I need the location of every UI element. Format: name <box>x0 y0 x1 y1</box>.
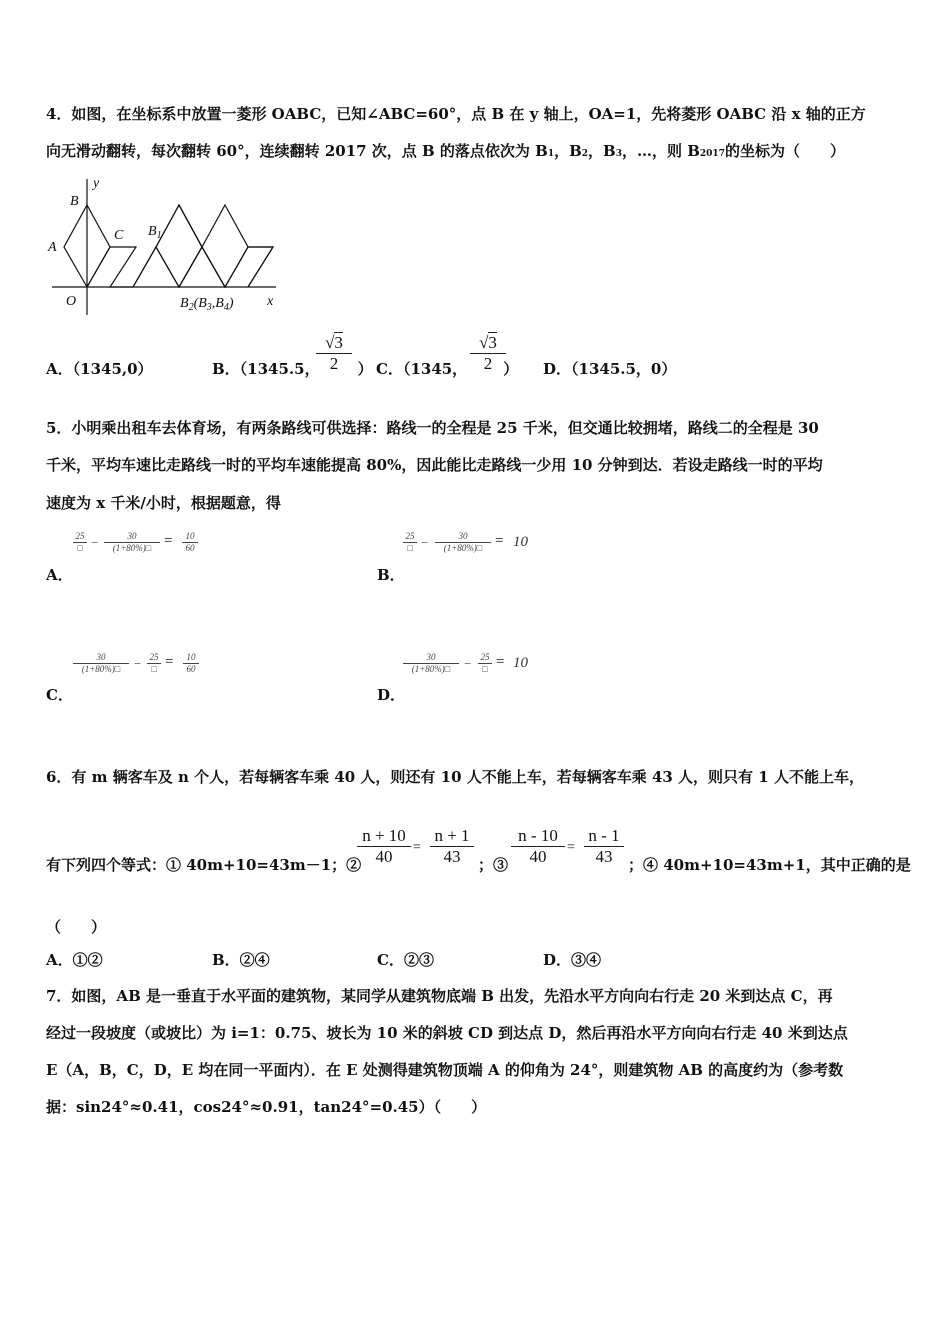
equals: = <box>567 840 575 855</box>
den: 43 <box>595 847 613 866</box>
equals: = <box>495 533 504 549</box>
label-B1-main: B <box>148 224 157 239</box>
den: (1+80%)□ <box>411 664 451 674</box>
den: □ <box>407 543 413 553</box>
num: 10 <box>185 531 195 541</box>
q7-stem-line1: 7．如图，AB 是一垂直于水平面的建筑物，某同学从建筑物底端 B 出发，先沿水平方向向右行走 20 米到达点 C，再 <box>46 987 833 1005</box>
den: □ <box>482 664 488 674</box>
num: n + 1 <box>434 826 470 845</box>
num: 25 <box>405 531 415 541</box>
q6-option-b[interactable]: B．②④ <box>212 951 270 969</box>
label-B2-sub: 2 <box>188 302 194 313</box>
frac-10-60 <box>183 652 199 675</box>
q6-option-c[interactable]: C．②③ <box>377 951 434 969</box>
minus: − <box>421 535 429 550</box>
q4-option-b-pre: B．（1345.5， <box>212 360 320 378</box>
num: n - 1 <box>588 826 620 845</box>
q5-stem-line2: 千米，平均车速比走路线一时的平均车速能提高 80%，因此能比走路线一少用 10 分钟到达．若设走路线一时的平均 <box>46 456 823 474</box>
ten: 10 <box>513 655 528 671</box>
frac-25-x <box>403 531 417 554</box>
label-B1-sub: 1 <box>156 230 162 241</box>
num: 25 <box>480 652 490 662</box>
q4-stem-part: ，B <box>554 142 582 160</box>
q6-frac-1 <box>357 826 411 867</box>
num: 30 <box>458 531 468 541</box>
q6-frac-2 <box>430 826 474 867</box>
num: 30 <box>127 531 137 541</box>
q4-stem-part: 的坐标为（ ） <box>724 142 845 160</box>
q7-stem-line4: 据：sin24°≈0.41，cos24°≈0.91，tan24°=0.45）（ ） <box>46 1098 487 1116</box>
equals: = <box>496 654 505 670</box>
ten: 10 <box>513 534 528 550</box>
q4-sub: 2 <box>581 149 589 159</box>
rhombus-side-4 <box>133 247 156 287</box>
option-label: A． <box>46 566 73 584</box>
frac-10-60 <box>182 531 198 554</box>
q4-stem-part: 向无滑动翻转，每次翻转 60°，连续翻转 2017 次，点 B 的落点依次为 B <box>46 142 548 160</box>
label-B2-main: B <box>180 296 189 311</box>
num: n + 10 <box>362 826 406 845</box>
option-label: D． <box>377 686 406 704</box>
sqrt3: √3 <box>479 333 497 352</box>
sqrt3-radicand: 3 <box>334 333 343 352</box>
num: 25 <box>149 652 159 662</box>
q6-stem-post: ；④ 40m+10=43m+1，其中正确的是 <box>628 856 911 874</box>
rhombus-top-1 <box>156 205 202 247</box>
q4-sub: 1 <box>547 149 555 159</box>
q5-stem-line1: 5．小明乘出租车去体育场，有两条路线可供选择：路线一的全程是 25 千米，但交通比较拥堵，路线二的全程是 30 <box>46 419 819 437</box>
minus: − <box>91 535 99 550</box>
minus: − <box>134 656 142 671</box>
q4-stem-line2 <box>46 140 845 161</box>
q6-stem-line1: 6．有 m 辆客车及 n 个人，若每辆客车乘 40 人，则还有 10 人不能上车，若每辆客车乘 43 人，则只有 1 人不能上车， <box>46 768 864 786</box>
q4-stem-part: ，…，则 B <box>622 142 700 160</box>
equals: = <box>165 654 174 670</box>
label-B3-sub: 3 <box>206 302 212 313</box>
q4-option-b-fraction <box>316 333 352 374</box>
option-label: B． <box>377 566 405 584</box>
den: (1+80%)□ <box>112 543 152 553</box>
q7-stem-line3: E（A，B，C，D，E 均在同一平面内）．在 E 处测得建筑物顶端 A 的仰角为 24°，则建筑物 AB 的高度约为（参考数 <box>46 1061 844 1079</box>
q4-option-b-post: ） <box>357 360 373 378</box>
q4-sub: 2017 <box>699 149 725 159</box>
label-O: O <box>66 294 77 309</box>
label-B2 <box>180 296 234 313</box>
equals: = <box>413 840 421 855</box>
num: n - 10 <box>518 826 558 845</box>
den: □ <box>77 543 83 553</box>
label-close: ) <box>228 296 234 311</box>
option-label: C． <box>46 686 73 704</box>
q6-stem-mid: ；③ <box>478 856 509 874</box>
frac-25-x <box>147 652 161 675</box>
den: (1+80%)□ <box>443 543 483 553</box>
q4-option-c-fraction <box>470 333 506 374</box>
q6-option-d[interactable]: D．③④ <box>543 951 602 969</box>
label-B: B <box>70 194 79 209</box>
denominator: 2 <box>483 354 493 373</box>
rhombus-b2 <box>202 205 248 287</box>
num: 30 <box>96 652 106 662</box>
q6-frac-4 <box>584 826 624 867</box>
frac-25-x <box>478 652 492 675</box>
q4-stem-line1: 4．如图，在坐标系中放置一菱形 OABC，已知∠ABC=60°，点 B 在 y 轴上，OA=1，先将菱形 OABC 沿 x 轴的正方 <box>46 105 866 123</box>
q6-answer-paren: （ ） <box>46 918 107 936</box>
q4-option-a[interactable]: A．（1345,0） <box>46 360 153 378</box>
rhombus-last <box>248 247 273 287</box>
label-A: A <box>48 240 57 255</box>
den: 40 <box>529 847 547 866</box>
q6-stem-pre: 有下列四个等式：① 40m+10=43m－1；② <box>46 856 362 874</box>
label-B4-sub: 4 <box>223 302 229 313</box>
frac-30 <box>435 531 491 554</box>
den: □ <box>151 664 157 674</box>
frac-30 <box>403 652 459 675</box>
minus: − <box>464 656 472 671</box>
num: 30 <box>426 652 436 662</box>
q4-option-c-post: ） <box>503 360 519 378</box>
q4-rhombus-figure <box>44 175 284 320</box>
num: 10 <box>186 652 196 662</box>
label-B3-main: (B <box>193 296 207 311</box>
den: 60 <box>186 664 196 674</box>
q6-frac-3 <box>511 826 565 867</box>
num: 25 <box>75 531 85 541</box>
q4-sub: 3 <box>615 149 622 159</box>
frac-25-x <box>73 531 87 554</box>
den: 40 <box>375 847 393 866</box>
q4-stem-part: ，B <box>588 142 616 160</box>
label-y: y <box>93 176 100 191</box>
label-B1 <box>148 224 162 241</box>
label-B4-main: ,B <box>211 296 224 311</box>
frac-30 <box>73 652 129 675</box>
label-x: x <box>267 294 274 309</box>
sqrt3-radicand: 3 <box>488 333 497 352</box>
equals: = <box>164 533 173 549</box>
rhombus-b1 <box>156 205 202 287</box>
frac-30 <box>104 531 160 554</box>
q7-stem-line2: 经过一段坡度（或坡比）为 i=1：0.75、坡长为 10 米的斜坡 CD 到达点 D，然后再沿水平方向向右行走 40 米到达点 <box>46 1024 848 1042</box>
q4-option-c-pre: C．（1345， <box>376 360 468 378</box>
sqrt3: √3 <box>325 333 343 352</box>
q4-option-d[interactable]: D．（1345.5，0） <box>543 360 677 378</box>
q6-option-a[interactable]: A．①② <box>46 951 103 969</box>
label-C: C <box>114 228 124 243</box>
den: (1+80%)□ <box>81 664 121 674</box>
q5-stem-line3: 速度为 x 千米/小时，根据题意，得 <box>46 494 281 512</box>
den: 43 <box>443 847 461 866</box>
denominator: 2 <box>329 354 339 373</box>
den: 60 <box>185 543 195 553</box>
